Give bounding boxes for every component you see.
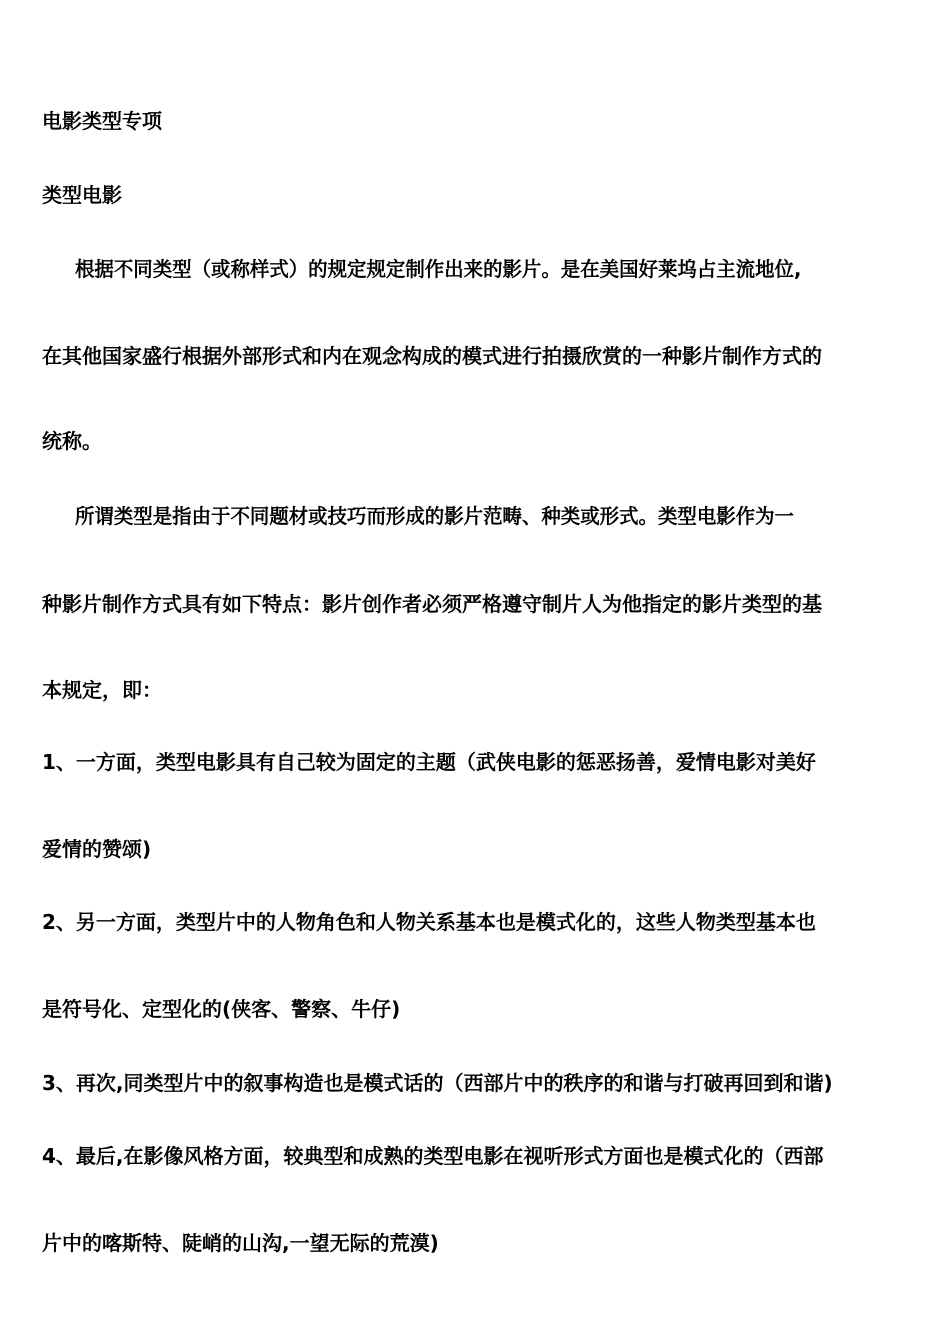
list-item-line: 片中的喀斯特、陡峭的山沟,一望无际的荒漠) xyxy=(42,1231,439,1255)
paragraph-line: 所谓类型是指由于不同题材或技巧而形成的影片范畴、种类或形式。类型电影作为一 xyxy=(75,504,794,528)
paragraph-line: 种影片制作方式具有如下特点：影片创作者必须严格遵守制片人为他指定的影片类型的基 xyxy=(42,592,822,616)
paragraph-line: 统称。 xyxy=(42,429,102,453)
list-item-line: 2、另一方面，类型片中的人物角色和人物关系基本也是模式化的，这些人物类型基本也 xyxy=(42,910,816,934)
list-item-line: 是符号化、定型化的(侠客、警察、牛仔) xyxy=(42,997,401,1021)
document-title: 电影类型专项 xyxy=(42,109,162,133)
list-item-line: 4、最后,在影像风格方面，较典型和成熟的类型电影在视听形式方面也是模式化的（西部 xyxy=(42,1144,824,1168)
paragraph-line: 本规定，即： xyxy=(42,678,162,702)
list-item-line: 1、一方面，类型电影具有自己较为固定的主题（武侠电影的惩恶扬善，爱情电影对美好 xyxy=(42,750,816,774)
paragraph-line: 在其他国家盛行根据外部形式和内在观念构成的模式进行拍摄欣赏的一种影片制作方式的 xyxy=(42,344,822,368)
list-item-line: 3、再次,同类型片中的叙事构造也是模式话的（西部片中的秩序的和谐与打破再回到和谐) xyxy=(42,1071,833,1095)
paragraph-line: 根据不同类型（或称样式）的规定规定制作出来的影片。是在美国好莱坞占主流地位, xyxy=(75,257,802,281)
list-item-line: 爱情的赞颂) xyxy=(42,837,152,861)
section-heading: 类型电影 xyxy=(42,183,122,207)
